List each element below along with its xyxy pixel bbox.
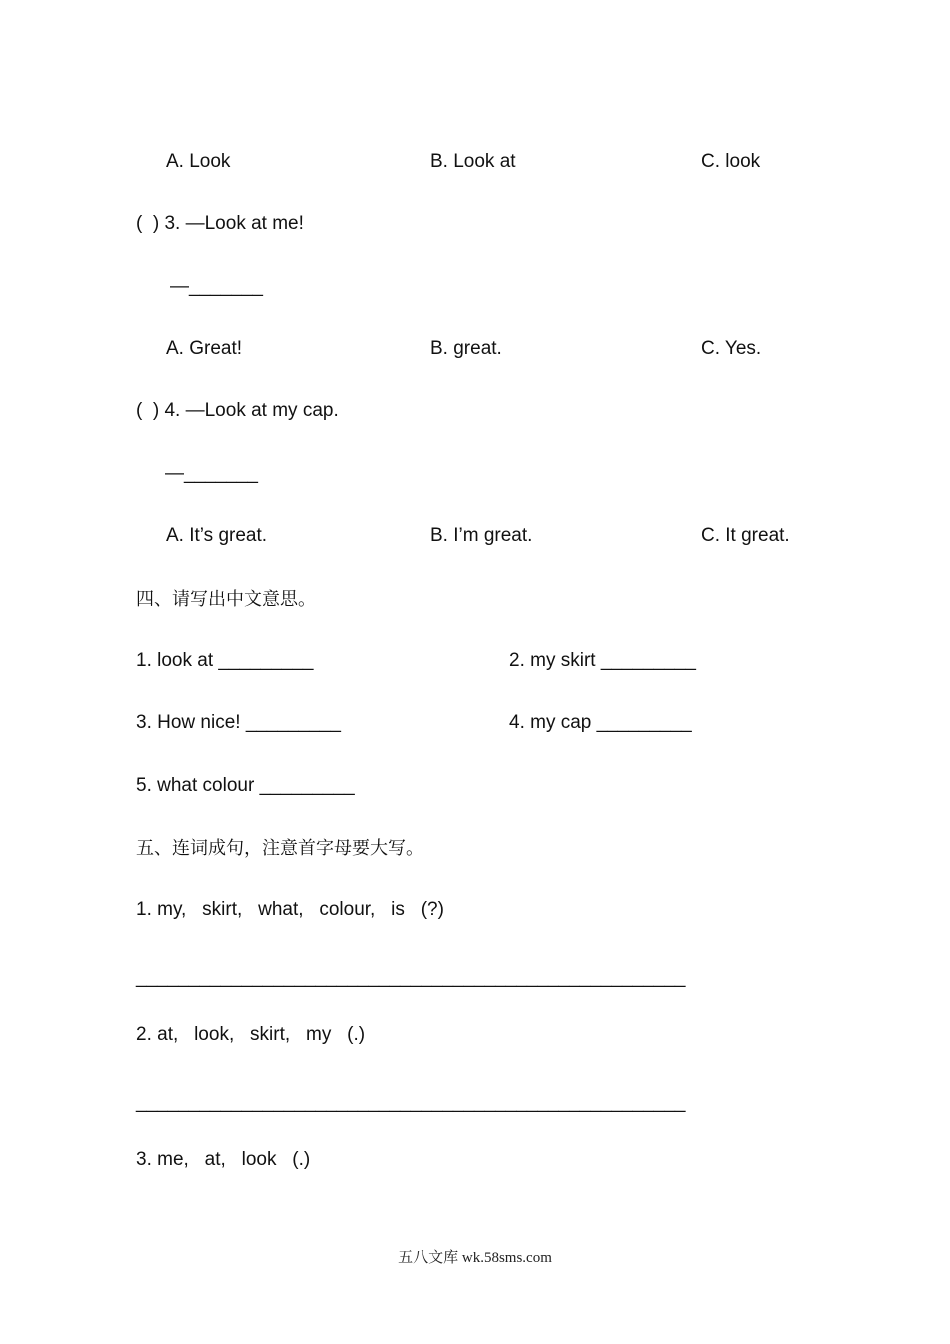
section4-item: 3. How nice! _________ — [136, 712, 341, 733]
q4-question: ( ) 4. —Look at my cap. — [136, 400, 339, 421]
q2-option-c: C. look — [701, 151, 761, 172]
q3-option-a: A. Great! — [166, 338, 243, 359]
q3-option-b: B. great. — [430, 338, 502, 359]
q4-answer-blank: —_______ — [165, 463, 258, 484]
section5-title: 五、连词成句，注意首字母要大写。 — [136, 838, 424, 859]
answer-line: ____________________________________________________ — [136, 1092, 686, 1113]
q3-answer-blank: —_______ — [170, 276, 263, 297]
section4-item: 1. look at _________ — [136, 650, 314, 671]
section5-item: 1. my, skirt, what, colour, is (?) — [136, 899, 444, 920]
section4-item: 4. my cap _________ — [509, 712, 692, 733]
section4-item: 5. what colour _________ — [136, 775, 355, 796]
q3-question: ( ) 3. —Look at me! — [136, 213, 304, 234]
q2-option-b: B. Look at — [430, 151, 516, 172]
q4-option-b: B. I’m great. — [430, 525, 533, 546]
section4-title: 四、请写出中文意思。 — [136, 589, 316, 610]
answer-line: ____________________________________________________ — [136, 967, 686, 988]
q2-option-a: A. Look — [166, 151, 231, 172]
section5-item: 3. me, at, look (.) — [136, 1149, 311, 1170]
q4-option-a: A. It’s great. — [166, 525, 268, 546]
section5-item: 2. at, look, skirt, my (.) — [136, 1024, 366, 1045]
q4-option-c: C. It great. — [701, 525, 790, 546]
q3-option-c: C. Yes. — [701, 338, 762, 359]
footer-watermark: 五八文库 wk.58sms.com — [398, 1250, 552, 1266]
section4-item: 2. my skirt _________ — [509, 650, 696, 671]
